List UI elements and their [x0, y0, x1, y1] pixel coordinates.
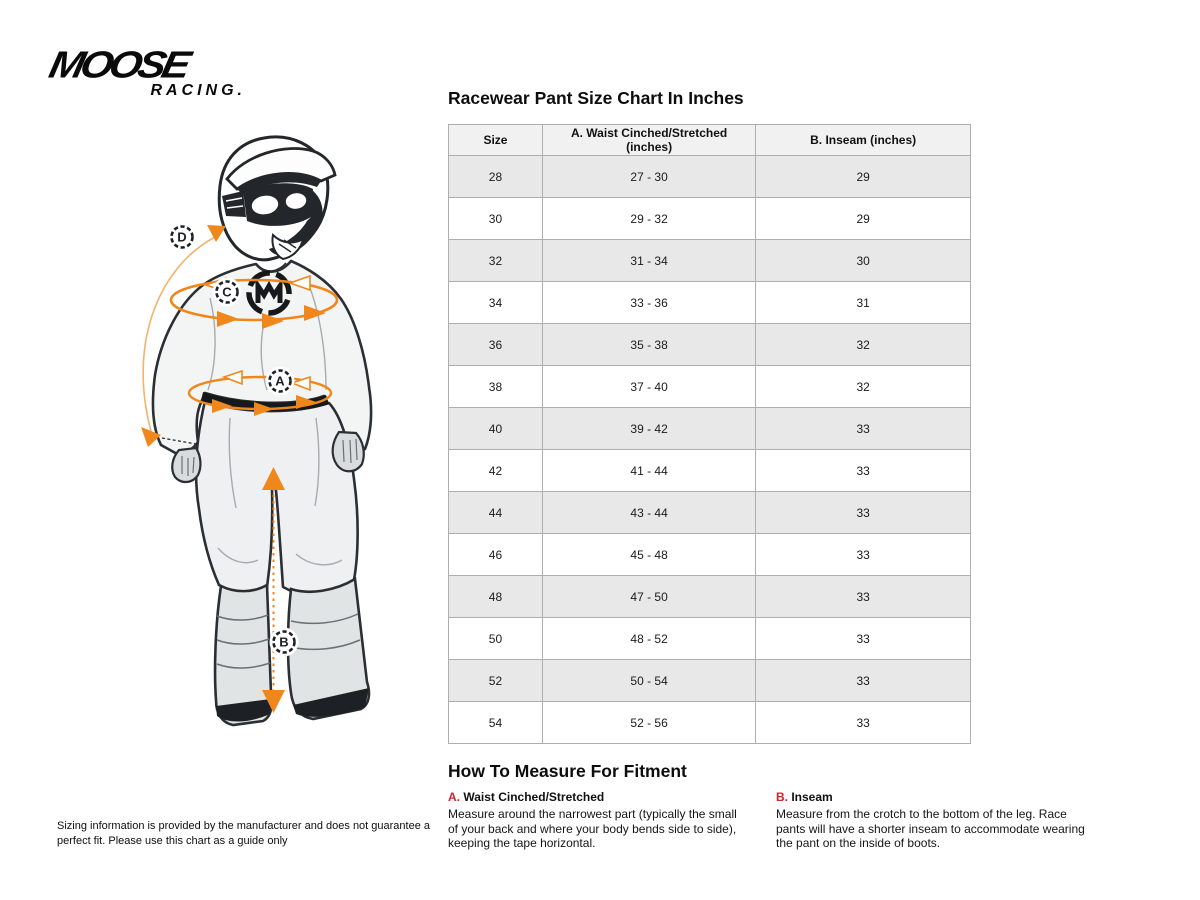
marker-a-letter: A	[275, 373, 285, 389]
table-cell: 52 - 56	[542, 702, 755, 744]
table-cell: 31	[756, 282, 971, 324]
table-cell: 41 - 44	[542, 450, 755, 492]
table-cell: 33	[756, 660, 971, 702]
helmet	[219, 137, 335, 260]
table-cell: 48 - 52	[542, 618, 755, 660]
table-row	[449, 156, 971, 198]
page-title: Racewear Pant Size Chart In Inches	[448, 88, 744, 108]
table-cell: 39 - 42	[542, 408, 755, 450]
table-cell: 33	[756, 702, 971, 744]
size-chart-table	[448, 124, 971, 744]
table-row	[449, 450, 971, 492]
disclaimer-text: Sizing information is provided by the manufacturer and does not guarantee a perfect fit. Please use this chart as a guide only	[57, 820, 431, 847]
table-row	[449, 366, 971, 408]
table-row	[449, 198, 971, 240]
table-cell: 27 - 30	[542, 156, 755, 198]
table-row	[449, 324, 971, 366]
table-row	[449, 282, 971, 324]
table-row	[449, 702, 971, 744]
main-content	[448, 89, 1098, 851]
column-header-2: B. Inseam (inches)	[756, 125, 971, 156]
table-cell: 33	[756, 408, 971, 450]
measure-item-letter: A.	[448, 790, 460, 804]
table-cell: 29	[756, 198, 971, 240]
table-cell: 33	[756, 576, 971, 618]
measure-columns	[448, 790, 1098, 851]
logo-text-racing: RACING.	[150, 82, 246, 99]
table-cell: 32	[449, 240, 543, 282]
table-cell: 32	[756, 366, 971, 408]
marker-a	[266, 367, 295, 396]
logo-text-moose: MOOSE	[45, 43, 191, 86]
size-chart-head-row	[449, 125, 971, 156]
table-row	[449, 576, 971, 618]
table-cell: 38	[449, 366, 543, 408]
table-cell: 35 - 38	[542, 324, 755, 366]
table-cell: 33 - 36	[542, 282, 755, 324]
table-cell: 50	[449, 618, 543, 660]
table-row	[449, 660, 971, 702]
table-row	[449, 408, 971, 450]
table-cell: 33	[756, 492, 971, 534]
marker-c-letter: C	[222, 284, 232, 300]
marker-d	[168, 223, 197, 252]
measure-item-text: Measure from the crotch to the bottom of the leg. Race pants will have a shorter inseam to accommodate wearing the pant on the inside of boots.	[776, 807, 1085, 850]
table-cell: 54	[449, 702, 543, 744]
marker-c	[213, 278, 242, 307]
pants	[196, 401, 358, 595]
column-header-1: A. Waist Cinched/Stretched (inches)	[542, 125, 755, 156]
column-header-0: Size	[449, 125, 543, 156]
moose-racing-logo	[45, 43, 254, 100]
table-cell: 50 - 54	[542, 660, 755, 702]
measure-item-a	[448, 790, 745, 851]
table-cell: 43 - 44	[542, 492, 755, 534]
table-cell: 32	[756, 324, 971, 366]
table-row	[449, 534, 971, 576]
marker-b	[270, 628, 299, 657]
rider-illustration-svg	[58, 116, 423, 751]
table-cell: 45 - 48	[542, 534, 755, 576]
table-cell: 31 - 34	[542, 240, 755, 282]
table-cell: 29	[756, 156, 971, 198]
table-cell: 52	[449, 660, 543, 702]
table-cell: 33	[756, 450, 971, 492]
measure-item-text: Measure around the narrowest part (typically the small of your back and where your body bends side to side), keeping the tape horizontal.	[448, 807, 737, 850]
table-cell: 34	[449, 282, 543, 324]
table-cell: 47 - 50	[542, 576, 755, 618]
table-cell: 29 - 32	[542, 198, 755, 240]
table-cell: 48	[449, 576, 543, 618]
table-cell: 30	[756, 240, 971, 282]
measure-item-label: A. Waist Cinched/Stretched	[448, 790, 605, 804]
measure-item-letter: B.	[776, 790, 788, 804]
size-chart-body	[449, 156, 971, 744]
table-cell: 28	[449, 156, 543, 198]
table-cell: 44	[449, 492, 543, 534]
table-cell: 30	[449, 198, 543, 240]
table-cell: 40	[449, 408, 543, 450]
measure-heading: How To Measure For Fitment	[448, 761, 687, 781]
table-cell: 37 - 40	[542, 366, 755, 408]
marker-b-letter: B	[279, 634, 289, 650]
measure-item-b	[776, 790, 1091, 851]
table-cell: 46	[449, 534, 543, 576]
measure-item-label: B. Inseam	[776, 790, 833, 804]
table-cell: 36	[449, 324, 543, 366]
table-row	[449, 492, 971, 534]
table-cell: 33	[756, 534, 971, 576]
table-row	[449, 240, 971, 282]
table-row	[449, 618, 971, 660]
table-cell: 33	[756, 618, 971, 660]
rider-measurement-illustration	[58, 116, 423, 751]
marker-d-letter: D	[177, 229, 187, 245]
table-cell: 42	[449, 450, 543, 492]
